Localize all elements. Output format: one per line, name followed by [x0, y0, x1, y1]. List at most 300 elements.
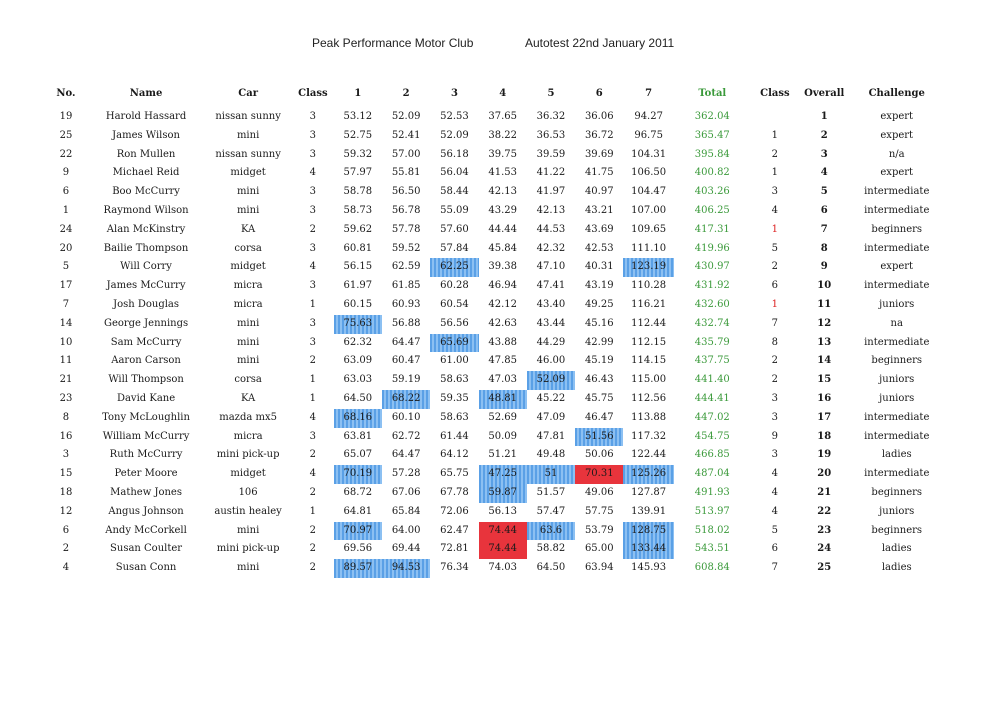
- run-3-time: 72.06: [440, 505, 469, 517]
- table-row: [44, 296, 944, 315]
- run-4-time: 43.29: [488, 204, 518, 216]
- entry-number: 20: [59, 242, 73, 254]
- run-5-time: 51: [527, 465, 575, 484]
- run-3-time: 67.78: [440, 486, 469, 498]
- car-model: micra: [233, 280, 263, 292]
- run-5-time: 44.53: [536, 223, 566, 235]
- class-position: 6: [771, 543, 779, 555]
- col-header-run-3: 3: [450, 88, 458, 99]
- driver-name: Michael Reid: [112, 167, 180, 179]
- car-model: mini: [236, 186, 260, 198]
- run-5-time: 47.41: [536, 280, 566, 292]
- run-4-time: 56.13: [488, 505, 518, 517]
- run-1-time: 52.75: [343, 129, 373, 141]
- driver-name: Boo McCurry: [112, 186, 180, 198]
- run-3-time: 55.09: [440, 204, 469, 216]
- run-7-time: 112.56: [631, 392, 667, 404]
- run-7-time: 114.15: [631, 355, 667, 367]
- run-7-time: 104.47: [631, 186, 667, 198]
- car-model: mazda mx5: [219, 411, 277, 423]
- class-position: 7: [771, 317, 779, 329]
- run-4-time: 44.44: [488, 223, 518, 235]
- entry-number: 10: [59, 336, 73, 348]
- col-header-run-6: 6: [595, 88, 603, 99]
- run-6-time: 40.97: [584, 186, 614, 198]
- run-1-time: 63.81: [343, 430, 373, 442]
- run-6-time: 45.75: [584, 392, 614, 404]
- col-header-overall: Overall: [804, 88, 845, 99]
- run-5-time: 39.59: [536, 148, 566, 160]
- run-2-time: 65.84: [391, 505, 421, 517]
- run-1-time: 65.07: [343, 449, 373, 461]
- car-model: austin healey: [214, 505, 282, 517]
- overall-position: 15: [817, 374, 832, 386]
- run-7-time: 109.65: [631, 223, 667, 235]
- overall-position: 6: [820, 204, 828, 216]
- challenge-category: intermediate: [864, 204, 930, 216]
- run-1-time: 69.56: [343, 543, 373, 555]
- run-4-time: 74.44: [479, 522, 527, 541]
- run-3-time: 52.09: [440, 129, 469, 141]
- challenge-category: beginners: [871, 486, 923, 498]
- car-model: mini: [236, 336, 260, 348]
- entry-number: 23: [59, 392, 73, 404]
- run-7-time: 107.00: [631, 204, 667, 216]
- total-time: 362.04: [694, 111, 730, 122]
- total-time: 430.97: [694, 261, 730, 273]
- class-position: 9: [771, 430, 779, 442]
- run-7-time: 112.44: [631, 317, 667, 329]
- car-model: nissan sunny: [215, 111, 281, 122]
- col-header-class: Class: [298, 88, 328, 99]
- car-class: 3: [309, 430, 317, 442]
- overall-position: 12: [817, 317, 832, 329]
- run-3-time: 76.34: [440, 562, 469, 574]
- col-header-challenge: Challenge: [868, 88, 925, 99]
- results-table: [44, 80, 944, 578]
- driver-name: Ron Mullen: [116, 148, 176, 160]
- table-row: [44, 540, 944, 559]
- driver-name: Ruth McCurry: [109, 449, 183, 461]
- car-class: 2: [309, 524, 317, 536]
- overall-position: 1: [820, 111, 828, 122]
- run-1-time: 68.72: [343, 486, 373, 498]
- class-position: 4: [771, 486, 779, 498]
- run-4-time: 43.88: [488, 336, 518, 348]
- run-3-time: 58.63: [440, 374, 469, 386]
- car-model: corsa: [234, 242, 262, 254]
- run-3-time: 58.63: [440, 411, 469, 423]
- run-4-time: 47.85: [488, 355, 518, 367]
- run-5-time: 42.32: [536, 242, 566, 254]
- run-2-time: 57.00: [391, 148, 421, 160]
- run-5-time: 47.10: [536, 261, 566, 273]
- driver-name: Angus Johnson: [108, 505, 184, 517]
- run-4-time: 41.53: [488, 167, 518, 179]
- total-time: 432.74: [694, 317, 730, 329]
- car-class: 4: [309, 468, 317, 480]
- driver-name: Mathew Jones: [110, 486, 182, 498]
- run-4-time: 38.22: [488, 129, 518, 141]
- run-5-time: 64.50: [536, 562, 566, 574]
- class-position: 4: [771, 468, 779, 480]
- run-1-time: 75.63: [334, 315, 382, 334]
- class-position: 5: [771, 524, 779, 536]
- club-name: Peak Performance Motor Club: [312, 36, 474, 50]
- run-3-time: 56.18: [440, 148, 469, 160]
- car-class: 1: [309, 392, 317, 404]
- car-class: 2: [309, 562, 317, 574]
- run-3-time: 57.60: [440, 223, 469, 235]
- challenge-category: n/a: [888, 148, 905, 160]
- driver-name: Peter Moore: [114, 468, 178, 480]
- run-1-time: 58.78: [343, 186, 373, 198]
- driver-name: Aaron Carson: [111, 355, 181, 367]
- table-row: [44, 277, 944, 296]
- overall-position: 3: [820, 148, 828, 160]
- run-4-time: 47.03: [488, 374, 518, 386]
- driver-name: Tony McLoughlin: [102, 411, 190, 423]
- entry-number: 6: [62, 186, 70, 198]
- total-time: 513.97: [694, 505, 730, 517]
- run-5-time: 51.57: [536, 486, 566, 498]
- run-2-time: 94.53: [382, 559, 430, 578]
- run-5-time: 45.22: [536, 392, 566, 404]
- table-row: [44, 390, 944, 409]
- run-7-time: 106.50: [631, 167, 667, 179]
- car-model: midget: [230, 468, 266, 480]
- overall-position: 20: [817, 468, 832, 480]
- entry-number: 1: [62, 204, 70, 216]
- car-model: mini: [236, 524, 260, 536]
- table-row: [44, 465, 944, 484]
- car-class: 2: [309, 355, 317, 367]
- event-title: Autotest 22nd January 2011: [525, 36, 675, 50]
- car-model: KA: [240, 392, 256, 404]
- challenge-category: expert: [880, 129, 914, 141]
- run-1-time: 58.73: [343, 204, 373, 216]
- challenge-category: intermediate: [864, 411, 930, 423]
- car-model: mini: [236, 355, 260, 367]
- run-4-time: 52.69: [488, 411, 518, 423]
- car-class: 2: [309, 223, 317, 235]
- run-2-time: 68.22: [382, 390, 430, 409]
- total-time: 406.25: [694, 204, 730, 216]
- total-time: 417.31: [694, 223, 730, 235]
- run-4-time: 45.84: [488, 242, 518, 254]
- table-row: [44, 108, 944, 127]
- total-time: 432.60: [694, 298, 730, 310]
- run-1-time: 61.97: [343, 280, 373, 292]
- run-2-time: 59.19: [391, 374, 421, 386]
- challenge-category: intermediate: [864, 280, 930, 292]
- run-2-time: 56.78: [391, 204, 421, 216]
- entry-number: 14: [59, 317, 73, 329]
- run-5-time: 46.00: [536, 355, 566, 367]
- challenge-category: beginners: [871, 524, 923, 536]
- total-time: 400.82: [694, 167, 730, 179]
- car-class: 1: [309, 298, 317, 310]
- run-2-time: 52.09: [391, 111, 421, 122]
- driver-name: Andy McCorkell: [105, 524, 187, 536]
- run-2-time: 57.78: [391, 223, 421, 235]
- challenge-category: na: [890, 317, 903, 329]
- run-2-time: 64.47: [391, 336, 421, 348]
- car-model: corsa: [234, 374, 262, 386]
- table-row: [44, 315, 944, 334]
- run-6-time: 51.56: [575, 428, 623, 447]
- driver-name: James McCurry: [106, 280, 186, 292]
- car-model: micra: [233, 298, 263, 310]
- col-header-no: No.: [56, 88, 76, 99]
- run-2-time: 69.44: [391, 543, 421, 555]
- car-class: 3: [309, 186, 317, 198]
- overall-position: 10: [817, 280, 832, 292]
- driver-name: Will Thompson: [108, 374, 184, 386]
- class-position: 2: [771, 261, 779, 273]
- run-6-time: 53.79: [584, 524, 614, 536]
- run-4-time: 37.65: [488, 111, 518, 122]
- run-5-time: 57.47: [536, 505, 566, 517]
- car-class: 3: [309, 129, 317, 141]
- entry-number: 11: [59, 355, 73, 367]
- table-row: [44, 484, 944, 503]
- table-row: [44, 334, 944, 353]
- driver-name: Susan Conn: [115, 562, 177, 574]
- run-6-time: 39.69: [584, 148, 614, 160]
- table-row: [44, 446, 944, 465]
- challenge-category: intermediate: [864, 336, 930, 348]
- run-5-time: 44.29: [536, 336, 566, 348]
- table-row: [44, 183, 944, 202]
- table-row: [44, 352, 944, 371]
- total-time: 403.26: [694, 186, 730, 198]
- driver-name: Will Corry: [120, 261, 172, 273]
- run-6-time: 46.43: [584, 374, 614, 386]
- table-row: [44, 202, 944, 221]
- run-7-time: 122.44: [631, 449, 667, 461]
- run-7-time: 113.88: [631, 411, 667, 423]
- class-position: 2: [771, 148, 779, 160]
- run-4-time: 39.75: [488, 148, 518, 160]
- car-model: KA: [240, 223, 256, 235]
- col-header-name: Name: [129, 88, 163, 99]
- run-2-time: 62.59: [391, 261, 421, 273]
- run-5-time: 47.09: [536, 411, 566, 423]
- car-model: mini: [236, 317, 260, 329]
- car-model: micra: [233, 430, 263, 442]
- overall-position: 7: [820, 223, 828, 235]
- run-2-time: 61.85: [391, 280, 421, 292]
- col-header-run-7: 7: [645, 88, 653, 99]
- run-4-time: 59.87: [479, 484, 527, 503]
- driver-name: George Jennings: [103, 317, 189, 329]
- run-4-time: 46.94: [488, 280, 518, 292]
- table-row: [44, 409, 944, 428]
- run-2-time: 62.72: [391, 430, 421, 442]
- run-5-time: 41.97: [536, 186, 566, 198]
- overall-position: 21: [817, 486, 832, 498]
- run-1-time: 59.32: [343, 148, 373, 160]
- run-4-time: 74.03: [488, 562, 518, 574]
- overall-position: 18: [817, 430, 832, 442]
- total-time: 487.04: [694, 468, 730, 480]
- col-header-class-position: Class: [760, 88, 790, 99]
- class-position: 2: [771, 355, 779, 367]
- driver-name: Harold Hassard: [105, 111, 187, 122]
- run-1-time: 56.15: [343, 261, 373, 273]
- driver-name: Josh Douglas: [113, 298, 180, 310]
- run-7-time: 104.31: [631, 148, 667, 160]
- run-7-time: 112.15: [631, 336, 667, 348]
- car-class: 3: [309, 242, 317, 254]
- run-7-time: 96.75: [634, 129, 663, 141]
- run-2-time: 60.93: [391, 298, 421, 310]
- run-1-time: 89.57: [334, 559, 382, 578]
- run-5-time: 36.53: [536, 129, 566, 141]
- run-6-time: 45.19: [584, 355, 614, 367]
- run-5-time: 58.82: [536, 543, 566, 555]
- car-model: mini pick-up: [216, 449, 280, 461]
- run-7-time: 94.27: [634, 111, 663, 122]
- overall-position: 19: [817, 449, 832, 461]
- total-time: 441.40: [694, 374, 730, 386]
- challenge-category: expert: [880, 167, 914, 179]
- table-row: [44, 127, 944, 146]
- entry-number: 8: [62, 411, 70, 423]
- run-3-time: 56.56: [440, 317, 469, 329]
- driver-name: Alan McKinstry: [106, 223, 186, 235]
- driver-name: James Wilson: [112, 129, 180, 141]
- challenge-category: beginners: [871, 223, 923, 235]
- car-model: midget: [230, 167, 266, 179]
- car-model: midget: [230, 261, 266, 273]
- run-5-time: 63.6: [527, 522, 575, 541]
- total-time: 431.92: [694, 280, 730, 292]
- col-header-car: Car: [238, 88, 258, 99]
- run-7-time: 110.28: [631, 280, 667, 292]
- total-time: 444.41: [694, 392, 730, 404]
- entry-number: 16: [59, 430, 73, 442]
- total-time: 365.47: [694, 129, 730, 141]
- driver-name: Susan Coulter: [110, 543, 183, 555]
- entry-number: 6: [62, 524, 70, 536]
- run-3-time: 65.69: [430, 334, 478, 353]
- run-6-time: 57.75: [584, 505, 614, 517]
- class-position: 1: [771, 129, 779, 141]
- col-header-run-4: 4: [499, 88, 507, 99]
- table-row: [44, 146, 944, 165]
- challenge-category: juniors: [879, 505, 915, 517]
- total-time: 435.79: [694, 336, 730, 348]
- overall-position: 17: [817, 411, 832, 423]
- run-7-time: 123.19: [623, 258, 673, 277]
- car-class: 3: [309, 148, 317, 160]
- run-1-time: 70.97: [334, 522, 382, 541]
- challenge-category: ladies: [881, 562, 912, 574]
- class-position: [751, 108, 799, 127]
- run-7-time: 125.26: [623, 465, 673, 484]
- run-1-time: 68.16: [334, 409, 382, 428]
- car-class: 3: [309, 280, 317, 292]
- overall-position: 9: [820, 261, 828, 273]
- class-position: 4: [771, 204, 779, 216]
- run-1-time: 63.09: [343, 355, 373, 367]
- class-position: 2: [771, 374, 779, 386]
- driver-name: Sam McCurry: [110, 336, 182, 348]
- col-header-run-5: 5: [547, 88, 555, 99]
- table-row: [44, 164, 944, 183]
- class-position: 3: [771, 411, 779, 423]
- car-class: 2: [309, 543, 317, 555]
- run-7-time: 111.10: [631, 242, 667, 254]
- challenge-category: ladies: [881, 543, 912, 555]
- car-model: mini: [236, 129, 260, 141]
- entry-number: 21: [59, 374, 73, 386]
- overall-position: 24: [817, 543, 832, 555]
- run-3-time: 65.75: [440, 468, 469, 480]
- run-4-time: 48.81: [479, 390, 527, 409]
- run-6-time: 45.16: [584, 317, 614, 329]
- run-6-time: 49.25: [584, 298, 614, 310]
- run-6-time: 46.47: [584, 411, 614, 423]
- entry-number: 5: [62, 261, 70, 273]
- overall-position: 5: [820, 186, 828, 198]
- run-7-time: 116.21: [631, 298, 667, 310]
- overall-position: 13: [817, 336, 832, 348]
- run-5-time: 42.13: [536, 204, 566, 216]
- total-time: 543.51: [694, 543, 730, 555]
- entry-number: 17: [59, 280, 73, 292]
- challenge-category: intermediate: [864, 468, 930, 480]
- run-2-time: 56.88: [391, 317, 421, 329]
- run-1-time: 64.81: [343, 505, 373, 517]
- run-6-time: 43.69: [584, 223, 614, 235]
- car-model: mini pick-up: [216, 543, 280, 555]
- total-time: 419.96: [694, 242, 730, 254]
- overall-position: 16: [817, 392, 832, 404]
- run-3-time: 59.35: [440, 392, 469, 404]
- run-6-time: 65.00: [584, 543, 614, 555]
- run-1-time: 60.15: [343, 298, 373, 310]
- overall-position: 22: [817, 505, 832, 517]
- run-1-time: 62.32: [343, 336, 373, 348]
- run-4-time: 42.12: [488, 298, 518, 310]
- entry-number: 3: [62, 449, 70, 461]
- run-4-time: 42.13: [488, 186, 518, 198]
- results-body: [44, 108, 944, 578]
- run-3-time: 72.81: [440, 543, 469, 555]
- table-row: [44, 503, 944, 522]
- run-2-time: 60.10: [391, 411, 421, 423]
- driver-name: Bailie Thompson: [103, 242, 189, 254]
- run-5-time: 36.32: [536, 111, 566, 122]
- run-5-time: 41.22: [536, 167, 566, 179]
- overall-position: 2: [820, 129, 828, 141]
- challenge-category: expert: [880, 261, 914, 273]
- overall-position: 11: [817, 298, 832, 310]
- run-7-time: 145.93: [631, 562, 667, 574]
- challenge-category: beginners: [871, 355, 923, 367]
- run-5-time: 47.81: [536, 430, 566, 442]
- total-time: 466.85: [694, 449, 730, 461]
- run-6-time: 40.31: [584, 261, 614, 273]
- run-1-time: 64.50: [343, 392, 373, 404]
- run-5-time: 43.44: [536, 317, 566, 329]
- car-class: 2: [309, 486, 317, 498]
- class-position: 5: [771, 242, 779, 254]
- col-header-run-2: 2: [402, 88, 410, 99]
